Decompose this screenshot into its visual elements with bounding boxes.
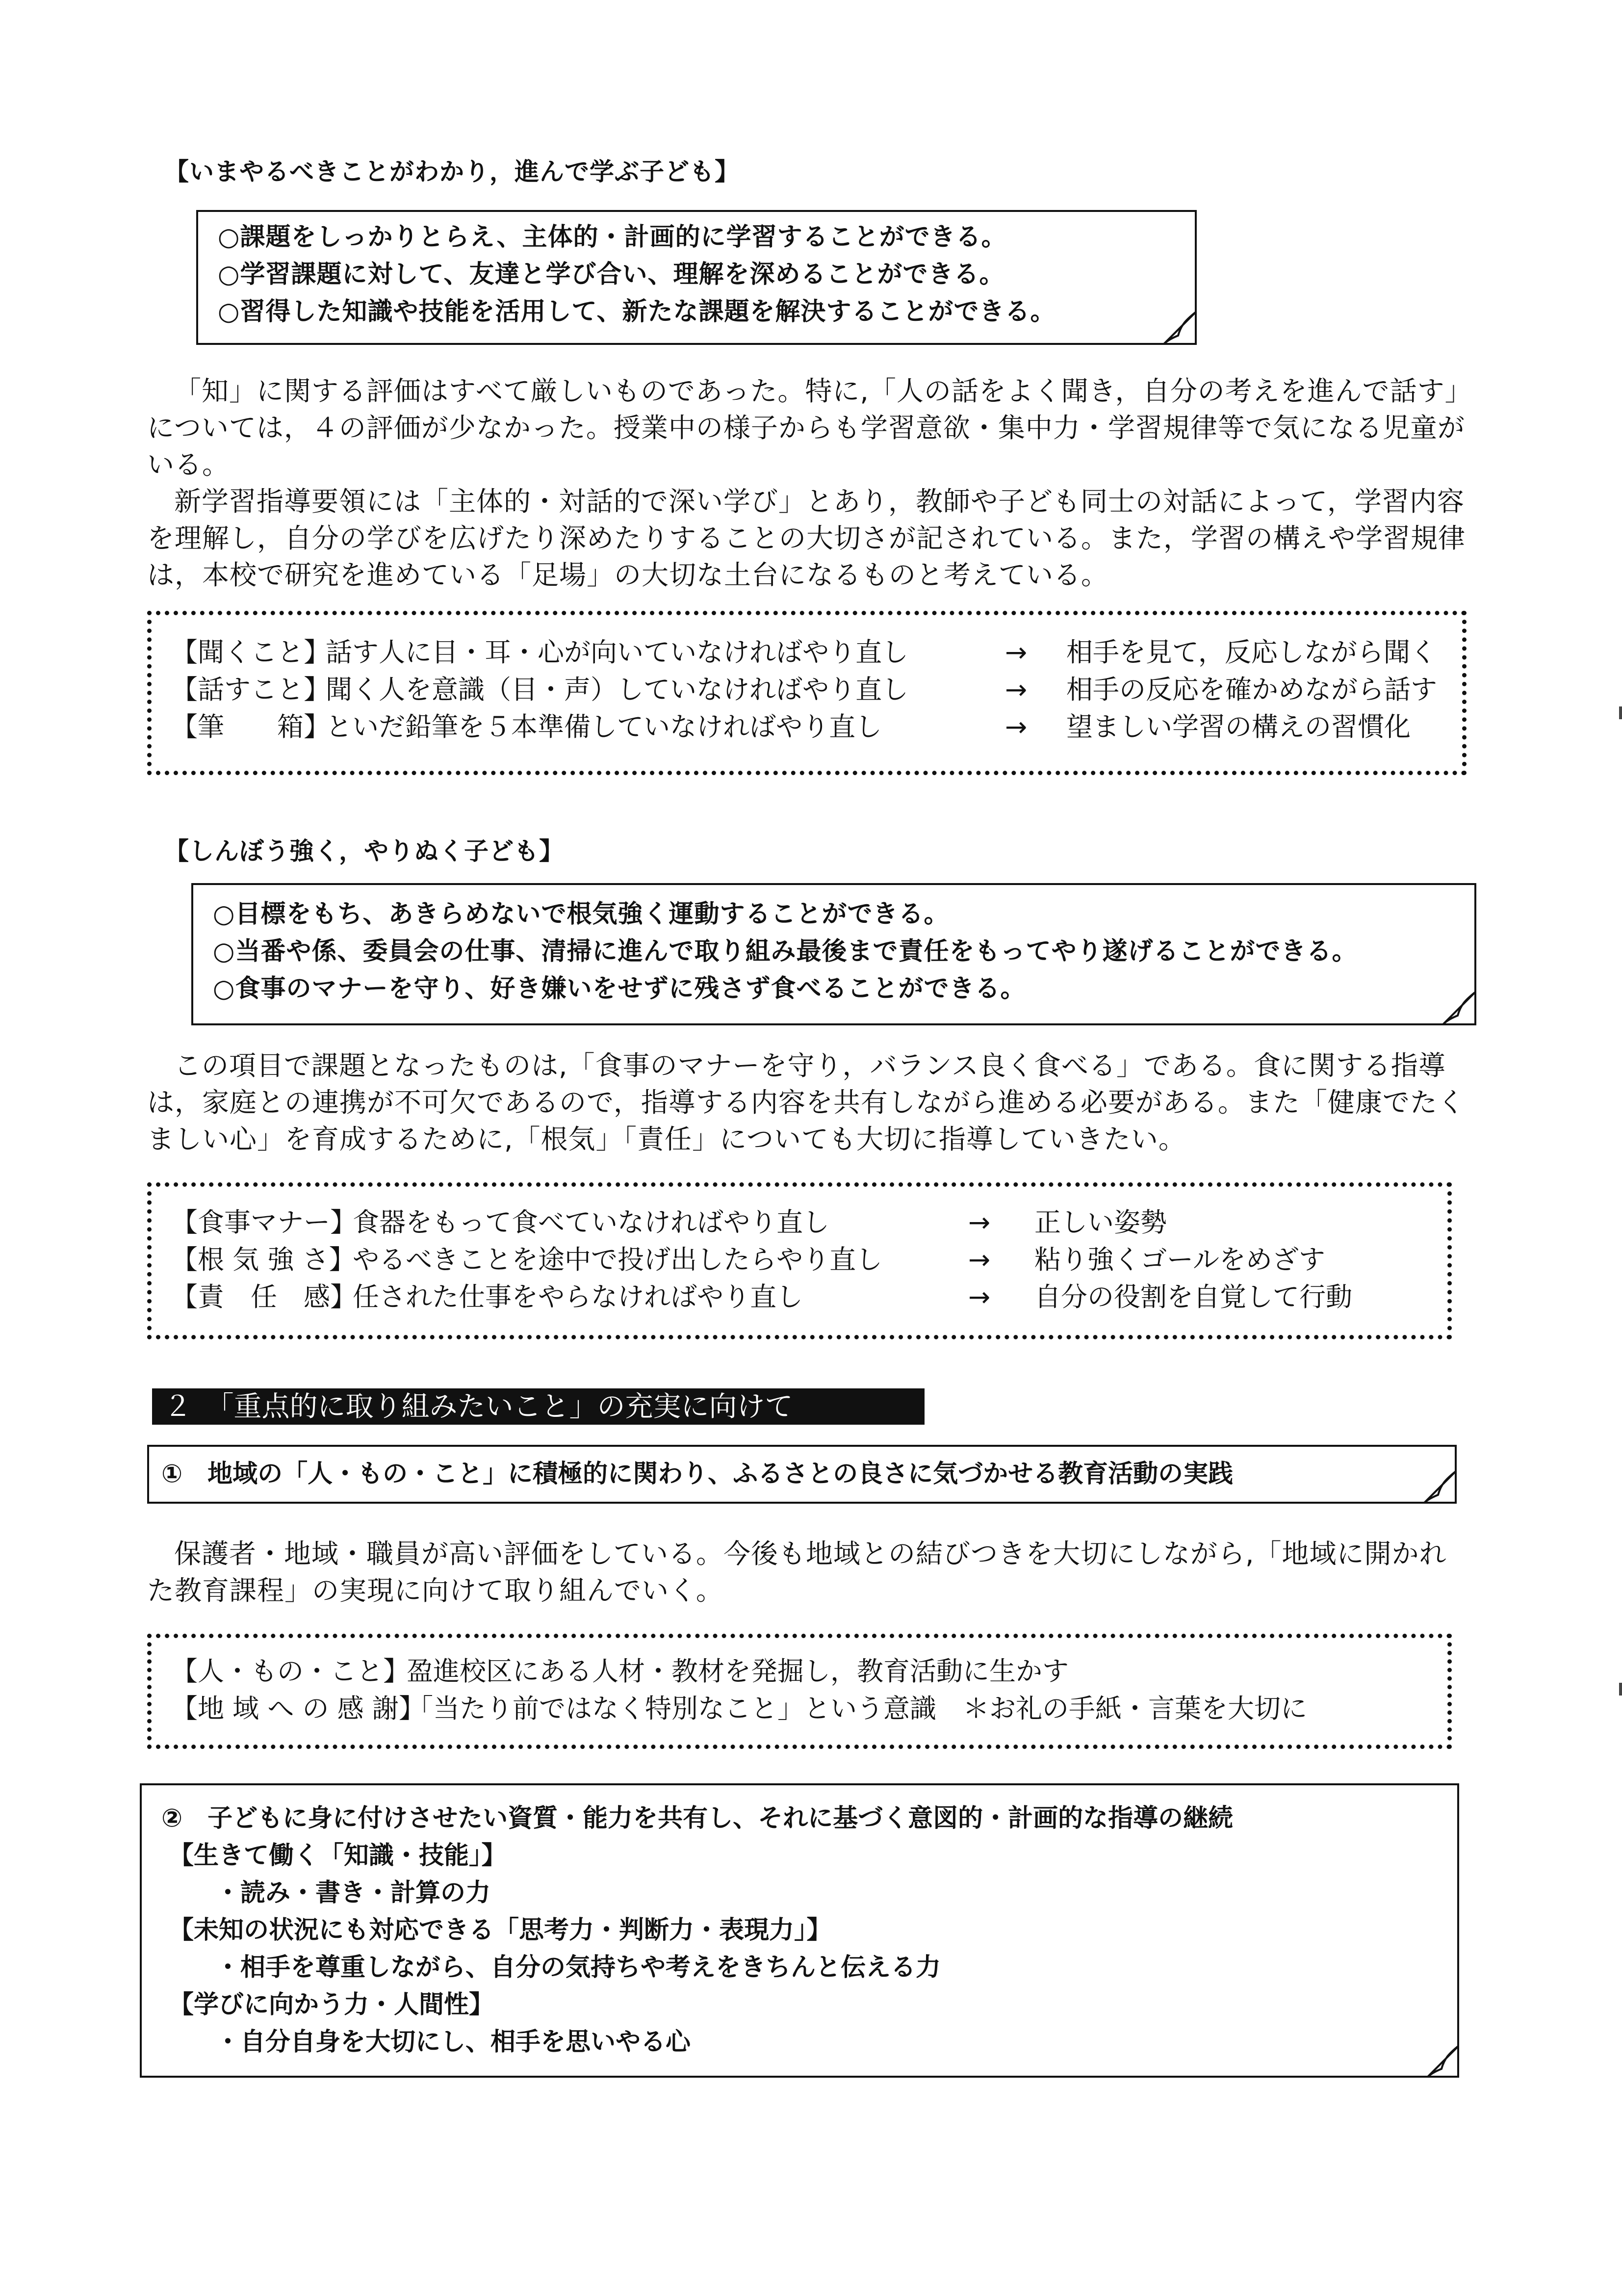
rule-row xyxy=(171,634,1462,671)
rule-text: 話す人に目・耳・心が向いていなければやり直し xyxy=(326,637,908,668)
page-curl-icon xyxy=(1161,310,1196,344)
scan-mark-bottom xyxy=(1619,1683,1622,1696)
goal-item: ○課題をしっかりとらえ、主体的・計画的に学習することができる。 xyxy=(218,223,1007,252)
rule-label: 【聞くこと】 xyxy=(171,637,330,668)
section3-text xyxy=(147,1536,1471,1609)
goal-item: ○目標をもち、あきらめないで根気強く運動することができる。 xyxy=(213,900,950,929)
rule-result: 自分の役割を自覚して行動 xyxy=(1034,1281,1352,1312)
arrow-icon: → xyxy=(968,1207,991,1238)
scan-mark-top xyxy=(1619,706,1622,719)
section2-heading: 【しんぼう強く，やりぬく子ども】 xyxy=(164,837,564,865)
section3-rules-box xyxy=(147,1634,1452,1749)
rule-row xyxy=(171,708,1462,746)
paragraph: 新学習指導要領には「主体的・対話的で深い学び」とあり，教師や子ども同士の対話によって，学習内容を理解し，自分の学びを広げたり深めたりすることの大切さが記されている。また，学習の構えや学習規律は，本校で研究を進めている「足場」の大切な土台になるものと考えている。 xyxy=(147,486,1466,591)
rule-row xyxy=(171,1653,1447,1690)
paragraph: この項目で課題となったものは,「食事のマナーを守り，バランス良く食べる」である。食に関する指導は，家庭との連携が不可欠であるので，指導する内容を共有しながら進める必要がある。また「健康でたくましい心」を育成するために,「根気」「責任」についても大切に指導していきたい。 xyxy=(147,1050,1465,1155)
ability-heading: 【未知の状況にも対応できる「思考力・判断力・表現力」】 xyxy=(169,1916,832,1945)
ability-item: ・相手を尊重しながら、自分の気持ちや考えをきちんと伝える力 xyxy=(215,1953,941,1982)
rule-result: 相手を見て，反応しながら聞く xyxy=(1066,637,1437,668)
goal-item: ○当番や係、委員会の仕事、清掃に進んで取り組み最後まで責任をもってやり遂げることができる。 xyxy=(213,937,1358,966)
rule-text: やるべきことを途中で投げ出したらやり直し xyxy=(353,1244,882,1275)
page-curl-icon xyxy=(1441,990,1475,1024)
topic2-box xyxy=(140,1783,1459,2078)
section2-goal-box xyxy=(191,883,1476,1025)
topic1-box xyxy=(147,1445,1457,1504)
ability-item: ・読み・書き・計算の力 xyxy=(215,1879,491,1907)
rule-text: 聞く人を意識（目・声）していなければやり直し xyxy=(326,674,908,705)
section2-text xyxy=(147,1047,1471,1158)
rule-result: 粘り強くゴールをめざす xyxy=(1034,1244,1325,1275)
rule-label: 【地 域 へ の 感 謝】 xyxy=(171,1693,425,1724)
rule-text: 食器をもって食べていなければやり直し xyxy=(353,1207,829,1238)
rule-row xyxy=(171,1278,1447,1316)
rule-label: 【食事マナー】 xyxy=(171,1207,357,1238)
section2-rules-box xyxy=(147,1182,1452,1339)
rule-label: 【話すこと】 xyxy=(171,674,330,705)
rule-text: 任された仕事をやらなければやり直し xyxy=(353,1281,803,1312)
ability-heading: 【学びに向かう力・人間性】 xyxy=(169,1990,494,2019)
paragraph: 保護者・地域・職員が高い評価をしている。今後も地域との結びつきを大切にしながら,「地域に開かれた教育課程」の実現に向けて取り組んでいく。 xyxy=(147,1538,1447,1606)
rule-text: 「当たり前ではなく特別なこと」という意識 ＊お礼の手紙・言葉を大切に xyxy=(407,1693,1307,1724)
ability-heading: 【生きて働く「知識・技能」】 xyxy=(169,1841,507,1870)
arrow-icon: → xyxy=(968,1281,991,1312)
arrow-icon: → xyxy=(1005,711,1028,742)
rule-result: 相手の反応を確かめながら話す xyxy=(1066,674,1437,705)
section-title-bar: ２ 「重点的に取り組みたいこと」の充実に向けて xyxy=(152,1388,925,1425)
arrow-icon: → xyxy=(1005,637,1028,668)
ability-item: ・自分自身を大切にし、相手を思いやる心 xyxy=(215,2028,691,2057)
topic1-title: ① 地域の「人・もの・こと」に積極的に関わり、ふるさとの良さに気づかせる教育活動の実践 xyxy=(161,1460,1234,1488)
page-curl-icon xyxy=(1421,1469,1456,1504)
arrow-icon: → xyxy=(968,1244,991,1275)
rule-row xyxy=(171,1204,1447,1241)
section1-heading: 【いまやるべきことがわかり，進んで学ぶ子ども】 xyxy=(164,157,740,186)
arrow-icon: → xyxy=(1005,674,1028,705)
rule-text: といだ鉛筆を５本準備していなければやり直し xyxy=(326,711,882,742)
rule-text: 盈進校区にある人材・教材を発掘し，教育活動に生かす xyxy=(407,1656,1069,1687)
rule-result: 望ましい学習の構えの習慣化 xyxy=(1066,711,1411,742)
topic2-title: ② 子どもに身に付けさせたい資質・能力を共有し、それに基づく意図的・計画的な指導の継続 xyxy=(161,1804,1234,1833)
section1-rules-box xyxy=(147,611,1467,775)
rule-label: 【根 気 強 さ】 xyxy=(171,1244,356,1275)
section1-text xyxy=(147,373,1471,594)
section1-goal-box xyxy=(196,210,1197,345)
goal-item: ○食事のマナーを守り、好き嫌いをせずに残さず食べることができる。 xyxy=(213,974,1026,1003)
rule-row xyxy=(171,671,1462,708)
rule-label: 【責 任 感】 xyxy=(171,1281,357,1312)
rule-label: 【筆 箱】 xyxy=(171,711,330,742)
rule-label: 【人・もの・こと】 xyxy=(171,1656,410,1687)
paragraph: 「知」に関する評価はすべて厳しいものであった。特に,「人の話をよく聞き，自分の考えを進んで話す」については，４の評価が少なかった。授業中の様子からも学習意欲・集中力・学習規律等で気になる児童がいる。 xyxy=(147,375,1465,480)
rule-result: 正しい姿勢 xyxy=(1034,1207,1167,1238)
goal-item: ○習得した知識や技能を活用して、新たな課題を解決することができる。 xyxy=(218,297,1056,326)
rule-row xyxy=(171,1241,1447,1278)
page-curl-icon xyxy=(1425,2043,1459,2078)
rule-row xyxy=(171,1690,1447,1727)
goal-item: ○学習課題に対して、友達と学び合い、理解を深めることができる。 xyxy=(218,260,1005,289)
